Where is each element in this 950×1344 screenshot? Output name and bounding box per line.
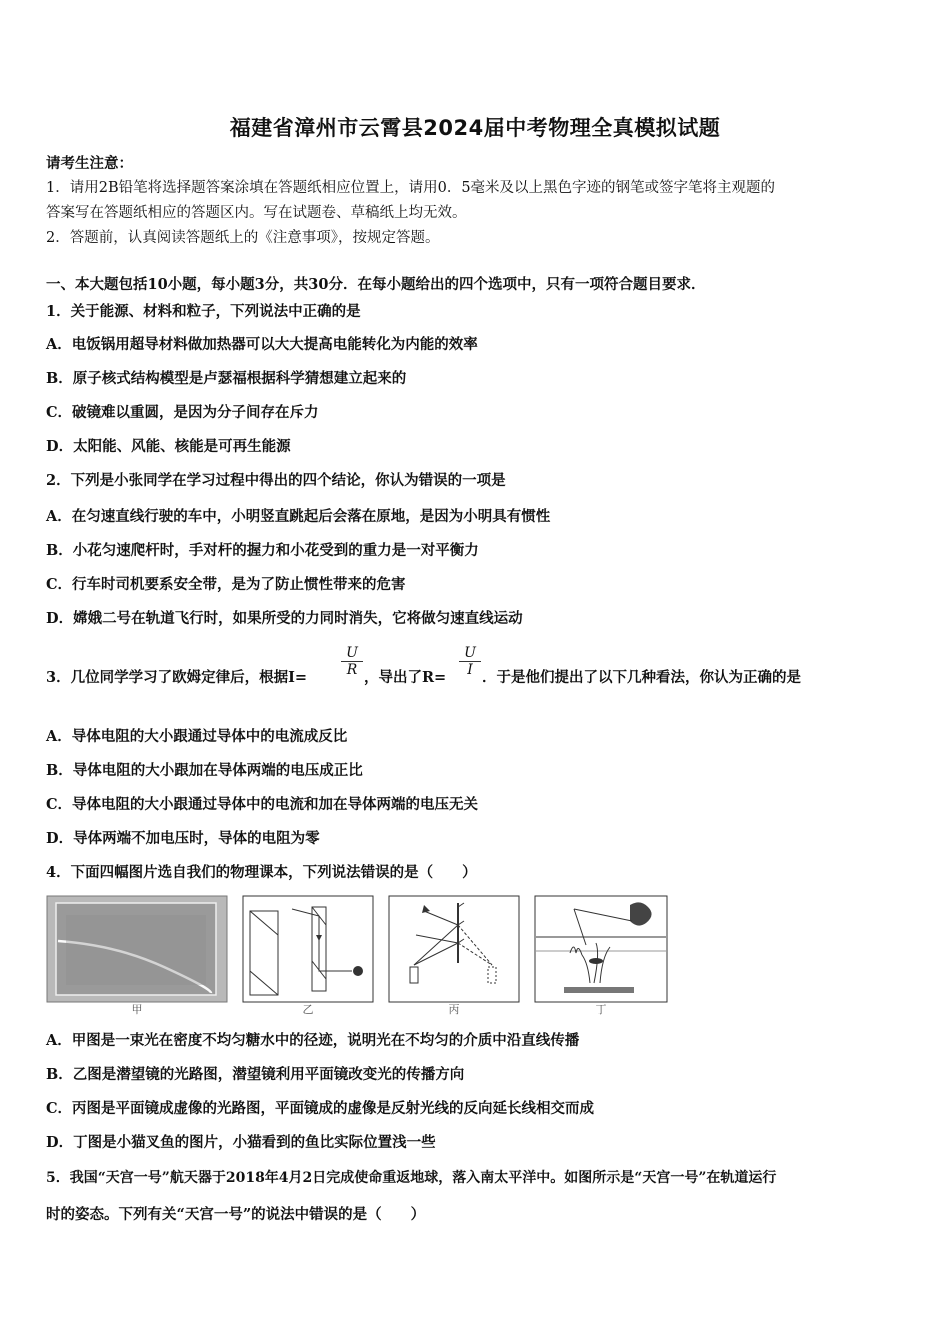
q4-stem: 4．下面四幅图片选自我们的物理课本，下列说法错误的是（ ） <box>46 864 477 881</box>
q2-stem: 2．下列是小张同学在学习过程中得出的四个结论，你认为错误的一项是 <box>46 472 506 489</box>
caption-bing: 丙 <box>448 1003 460 1016</box>
q4-option-c: C．丙图是平面镜成虚像的光路图，平面镜成的虚像是反射光线的反向延长线相交而成 <box>46 1100 595 1117</box>
q1-option-d: D．太阳能、风能、核能是可再生能源 <box>46 438 291 455</box>
q5-stem-line-1: 5．我国“天宫一号”航天器于2018年4月2日完成使命重返地球，落入南太平洋中。如图所示是“天宫一号”在轨道运行 <box>46 1170 777 1186</box>
fraction-numerator: U <box>459 645 481 662</box>
fraction-u-over-i <box>459 645 481 678</box>
q2-option-a: A．在匀速直线行驶的车中，小明竖直跳起后会落在原地，是因为小明具有惯性 <box>46 508 551 525</box>
q2-option-b: B．小花匀速爬杆时，手对杆的握力和小花受到的重力是一对平衡力 <box>46 542 479 559</box>
q3-option-d: D．导体两端不加电压时，导体的电阻为零 <box>46 830 320 847</box>
q1-option-a: A．电饭锅用超导材料做加热器可以大大提高电能转化为内能的效率 <box>46 336 478 353</box>
fraction-u-over-r <box>341 645 363 678</box>
q1-stem: 1．关于能源、材料和粒子，下列说法中正确的是 <box>46 303 361 320</box>
section-1-instructions: 一、本大题包括10小题，每小题3分，共30分．在每小题给出的四个选项中，只有一项符合题目要求． <box>46 276 706 293</box>
figure-bing-plane-mirror <box>388 895 520 1003</box>
q3-stem-part-1: 3．几位同学学习了欧姆定律后，根据I= <box>46 669 308 686</box>
fraction-numerator: U <box>341 645 363 662</box>
q1-option-c: C．破镜难以重圆，是因为分子间存在斥力 <box>46 404 319 421</box>
q3-option-c: C．导体电阻的大小跟通过导体中的电流和加在导体两端的电压无关 <box>46 796 479 813</box>
note-1-line-1: 1．请用2B铅笔将选择题答案涂填在答题纸相应位置上，请用0．5毫米及以上黑色字迹的钢笔或签字笔将主观题的 <box>46 180 776 196</box>
q2-option-d: D．嫦娥二号在轨道飞行时，如果所受的力同时消失，它将做匀速直线运动 <box>46 610 523 627</box>
q3-option-b: B．导体电阻的大小跟加在导体两端的电压成正比 <box>46 762 363 779</box>
q4-option-a: A．甲图是一束光在密度不均匀糖水中的径迹，说明光在不均匀的介质中沿直线传播 <box>46 1032 580 1049</box>
figure-ding-cat-fishing <box>534 895 668 1003</box>
note-2: 2．答题前，认真阅读答题纸上的《注意事项》，按规定答题。 <box>46 230 440 246</box>
q4-option-d: D．丁图是小猫叉鱼的图片，小猫看到的鱼比实际位置浅一些 <box>46 1134 436 1151</box>
caption-jia: 甲 <box>131 1003 143 1016</box>
q4-figures <box>46 895 676 1017</box>
caption-yi: 乙 <box>302 1003 314 1016</box>
fraction-denominator: I <box>467 662 473 678</box>
figure-jia-light-in-sugar-water <box>46 895 228 1003</box>
q1-option-b: B．原子核式结构模型是卢瑟福根据科学猜想建立起来的 <box>46 370 407 387</box>
q3-option-a: A．导体电阻的大小跟通过导体中的电流成反比 <box>46 728 348 745</box>
q3-stem-part-3: ．于是他们提出了以下几种看法，你认为正确的是 <box>482 669 801 686</box>
q3-stem-part-2: ，导出了R= <box>364 669 447 686</box>
notes-heading: 请考生注意： <box>46 155 133 172</box>
caption-ding: 丁 <box>595 1003 607 1016</box>
page-title: 福建省漳州市云霄县2024届中考物理全真模拟试题 <box>229 116 721 140</box>
q2-option-c: C．行车时司机要系安全带，是为了防止惯性带来的危害 <box>46 576 406 593</box>
q5-stem-line-2: 时的姿态。下列有关“天宫一号”的说法中错误的是（ ） <box>46 1206 426 1223</box>
fraction-denominator: R <box>346 662 358 678</box>
q4-option-b: B．乙图是潜望镜的光路图，潜望镜利用平面镜改变光的传播方向 <box>46 1066 465 1083</box>
note-1-line-2: 答案写在答题纸相应的答题区内。写在试题卷、草稿纸上均无效。 <box>46 205 467 221</box>
figure-yi-periscope <box>242 895 374 1003</box>
